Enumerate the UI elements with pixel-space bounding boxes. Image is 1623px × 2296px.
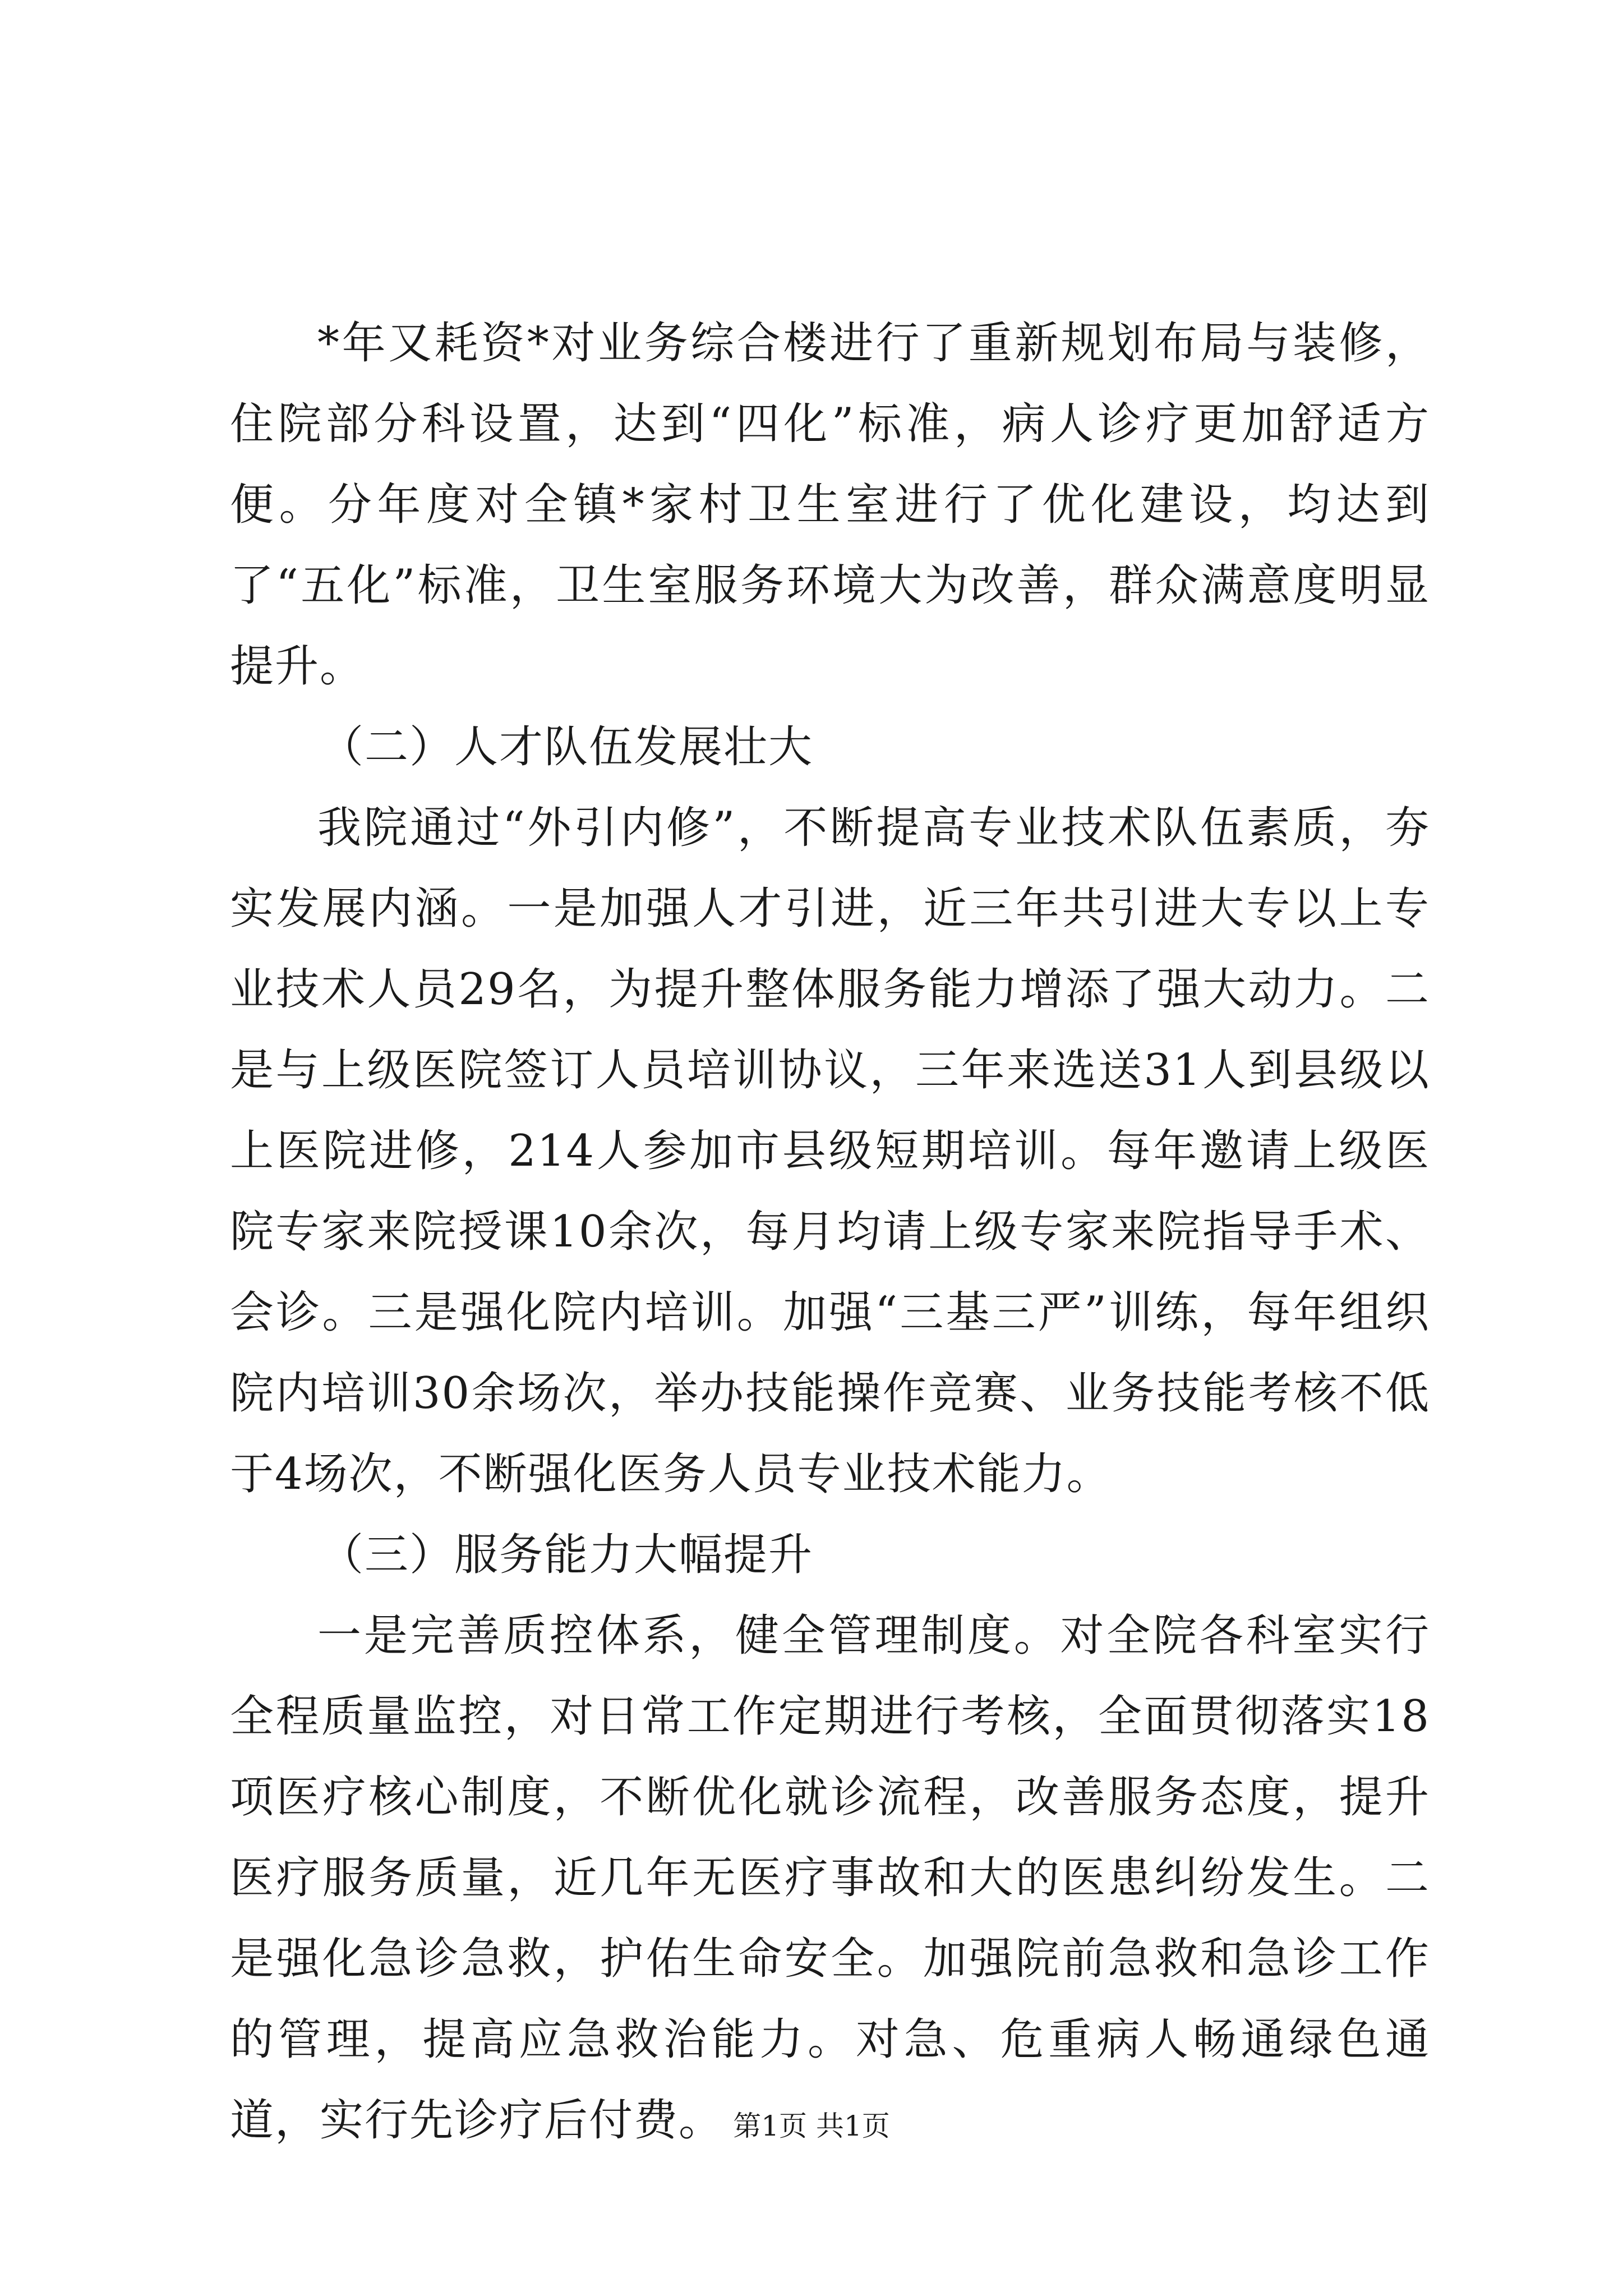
paragraph-renovation: *年又耗资*对业务综合楼进行了重新规划布局与装修，住院部分科设置，达到“四化”标准，病人诊疗更加舒适方便。分年度对全镇*家村卫生室进行了优化建设，均达到了“五化”标准，卫生室服务环境大为改善，群众满意度明显提升。 (230, 318, 1430, 692)
paragraph-service-capacity: 一是完善质控体系，健全管理制度。对全院各科室实行全程质量监控，对日常工作定期进行考核，全面贯彻落实18项医疗核心制度，不断优化就诊流程，改善服务态度，提升医疗服务质量，近几年无医疗事故和大的医患纠纷发生。二是强化急诊急救，护佑生命安全。加强院前急救和急诊工作的管理，提高应急救治能力。对急、危重病人畅通绿色通道，实行先诊疗后付费。 (230, 1611, 1430, 2146)
page-footer: 第1页 共1页 (733, 2110, 890, 2142)
heading-talent-team: （二）人才队伍发展壮大 (320, 722, 814, 772)
heading-service-capacity: （三）服务能力大幅提升 (320, 1530, 814, 1580)
document-body (230, 303, 1430, 2161)
paragraph-talent-team: 我院通过“外引内修”，不断提高专业技术队伍素质，夯实发展内涵。一是加强人才引进，近三年共引进大专以上专业技术人员29名，为提升整体服务能力增添了强大动力。二是与上级医院签订人员培训协议，三年来选送31人到县级以上医院进修，214人参加市县级短期培训。每年邀请上级医院专家来院授课10余次，每月均请上级专家来院指导手术、会诊。三是强化院内培训。加强“三基三严”训练，每年组织院内培训30余场次，举办技能操作竞赛、业务技能考核不低于4场次，不断强化医务人员专业技术能力。 (230, 803, 1430, 1499)
